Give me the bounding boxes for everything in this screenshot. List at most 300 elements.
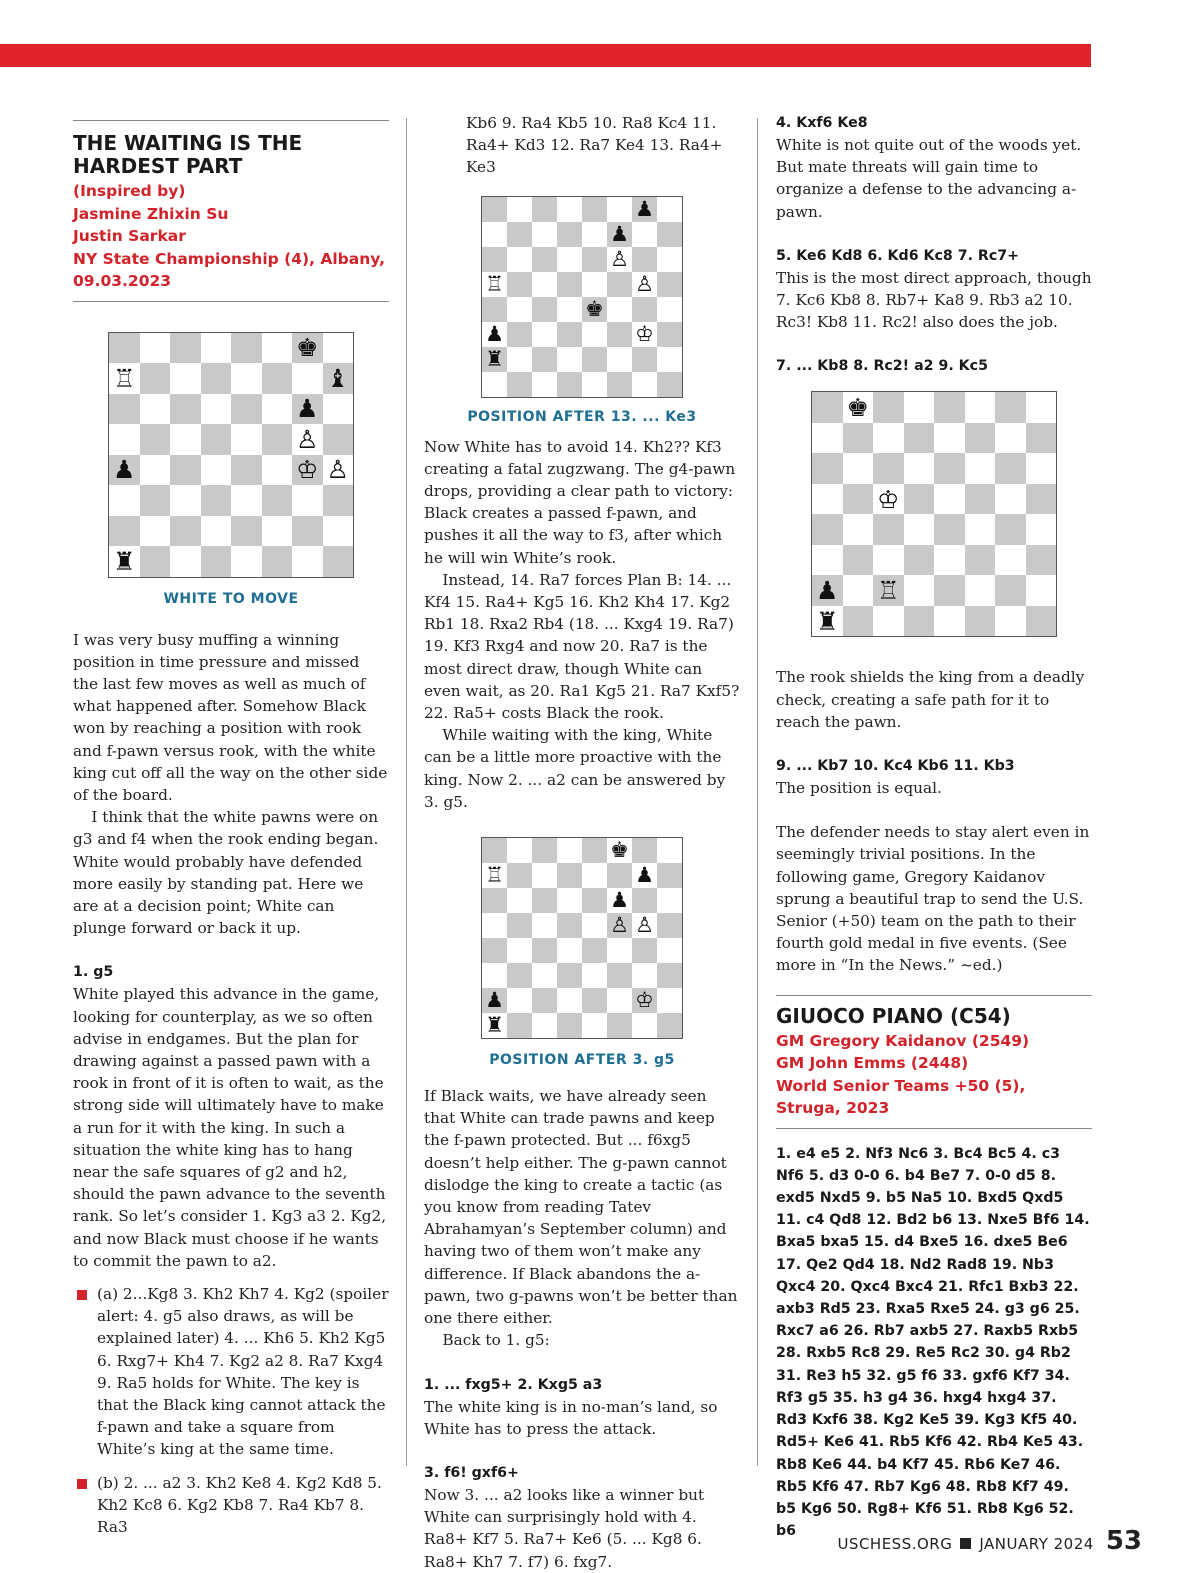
board-square-h5 [657,913,682,938]
board-square-g1 [632,1013,657,1038]
footer-issue: JANUARY 2024 [979,1535,1094,1553]
board-square-d2 [201,516,232,547]
board-square-g3 [632,963,657,988]
board-square-b7 [843,423,874,454]
board-square-c4 [532,297,557,322]
board-square-h5 [1026,484,1057,515]
board-square-d7 [557,863,582,888]
column-left [73,112,389,1538]
board-square-a7 [109,363,140,394]
chess-diagram-1 [108,332,354,578]
board-square-c1 [170,546,201,577]
board-square-g4 [632,297,657,322]
paragraph: Now 3. ... a2 looks like a winner but White can surprisingly hold with 4. Ra8+ Kf7 5. Ra7+ Ke6 (5. ... Kg8 6. Ra8+ Kh7 7. f7) 6. fxg7. [424,1485,705,1571]
board-square-a3 [482,322,507,347]
board-square-b5 [140,424,171,455]
board-square-b3 [507,322,532,347]
board-square-g6 [632,888,657,913]
paragraph: The position is equal. [776,779,942,798]
board-square-d4 [557,297,582,322]
chess-piece-icon: ♖ [113,363,136,393]
board-square-b5 [843,484,874,515]
board-square-g6 [995,453,1026,484]
board-square-b6 [507,888,532,913]
board-square-c8 [873,392,904,423]
board-square-c2 [873,575,904,606]
board-square-h2 [1026,575,1057,606]
board-square-d5 [904,484,935,515]
game-byline-black: GM John Emms (2448) [776,1054,969,1073]
board-square-g8 [632,197,657,222]
board-square-h8 [1026,392,1057,423]
board-square-g1 [292,546,323,577]
board-square-d8 [201,333,232,364]
board-square-b6 [843,453,874,484]
board-square-c3 [170,485,201,516]
paragraph: White is not quite out of the woods yet. But mate threats will gain time to organize a defense to the advancing a-pawn. [776,136,1082,221]
chess-piece-icon: ♟ [485,321,504,346]
game-byline-white: GM Gregory Kaidanov (2549) [776,1031,1030,1050]
board-square-c1 [873,606,904,637]
board-square-a6 [812,453,843,484]
board-square-b2 [507,347,532,372]
move-heading: 1. g5 [73,964,114,981]
board-square-h4 [657,938,682,963]
board-square-e5 [934,484,965,515]
diagram-caption: WHITE TO MOVE [163,590,299,607]
board-square-a6 [482,888,507,913]
chess-piece-icon: ♚ [585,296,604,321]
board-square-f7 [262,363,293,394]
move-heading: 7. ... Kb8 8. Rc2! a2 9. Kc5 [776,358,988,375]
board-square-e3 [934,545,965,576]
paragraph: The white king is in no-man’s land, so White has to press the attack. [424,1397,718,1438]
board-square-f7 [607,863,632,888]
board-square-h6 [1026,453,1057,484]
chess-piece-icon: ♙ [326,455,349,485]
chess-piece-icon: ♔ [296,455,319,485]
byline-player-black: Justin Sarkar [73,227,186,245]
board-square-d6 [557,888,582,913]
board-square-c7 [873,423,904,454]
board-square-f2 [607,347,632,372]
board-square-a5 [812,484,843,515]
board-square-f1 [965,606,996,637]
board-square-e2 [582,347,607,372]
board-square-e8 [934,392,965,423]
board-square-b1 [507,372,532,397]
byline-event: NY State Championship (4), Albany, 09.03.2023 [73,249,386,290]
section-rule [73,301,389,302]
paragraph: The rook shields the king from a deadly check, creating a safe path for it to reach the pawn. [776,668,1085,731]
board-square-c2 [170,516,201,547]
board-square-g8 [292,333,323,364]
board-square-c4 [170,455,201,486]
board-square-a4 [482,297,507,322]
board-square-a6 [482,247,507,272]
board-square-b2 [507,988,532,1013]
board-square-e3 [582,322,607,347]
board-square-f5 [607,913,632,938]
byline-inspired: (Inspired by) [73,182,186,200]
board-square-e1 [582,1013,607,1038]
board-square-d5 [201,424,232,455]
board-square-a5 [482,913,507,938]
board-square-a3 [812,545,843,576]
board-square-d3 [557,322,582,347]
board-square-d2 [904,575,935,606]
board-square-e2 [582,988,607,1013]
list-item [73,1472,389,1539]
board-square-d8 [557,197,582,222]
board-square-b1 [843,606,874,637]
board-square-g8 [995,392,1026,423]
board-square-f3 [965,545,996,576]
chess-piece-icon: ♙ [610,913,629,938]
board-square-d2 [557,347,582,372]
board-square-e5 [231,424,262,455]
board-square-c6 [170,394,201,425]
board-square-g7 [292,363,323,394]
chess-piece-icon: ♖ [485,271,504,296]
board-square-g3 [632,322,657,347]
board-square-g4 [632,938,657,963]
board-square-a2 [109,516,140,547]
board-square-e1 [231,546,262,577]
board-square-d7 [904,423,935,454]
board-square-f4 [607,938,632,963]
board-square-c3 [873,545,904,576]
board-square-e6 [934,453,965,484]
board-square-g1 [995,606,1026,637]
board-square-h2 [657,347,682,372]
board-square-c1 [532,372,557,397]
board-square-e7 [582,863,607,888]
board-square-c2 [532,347,557,372]
board-square-b8 [843,392,874,423]
chess-piece-icon: ♖ [485,863,504,888]
board-square-e8 [231,333,262,364]
board-square-a8 [482,197,507,222]
board-square-c6 [532,247,557,272]
board-square-b1 [507,1013,532,1038]
board-square-h6 [657,247,682,272]
board-square-g3 [995,545,1026,576]
board-square-h8 [657,838,682,863]
board-square-b8 [507,197,532,222]
board-square-h2 [657,988,682,1013]
board-square-e3 [582,963,607,988]
diagram-caption: POSITION AFTER 13. ... Ke3 [467,408,697,425]
board-square-f1 [607,372,632,397]
board-square-a5 [482,272,507,297]
board-square-h8 [657,197,682,222]
chess-piece-icon: ♙ [296,424,319,454]
board-square-e6 [582,888,607,913]
top-red-bar [0,44,1091,67]
board-square-h1 [657,1013,682,1038]
board-square-d4 [201,455,232,486]
board-square-c5 [170,424,201,455]
board-square-f5 [262,424,293,455]
board-square-a1 [482,1013,507,1038]
chess-piece-icon: ♜ [113,546,136,576]
board-square-f6 [607,888,632,913]
board-square-d1 [557,1013,582,1038]
variation-list [73,1283,389,1538]
board-square-h1 [1026,606,1057,637]
board-square-c7 [532,222,557,247]
paragraph: White played this advance in the game, looking for counterplay, as we so often advise in endgames. But the plan for drawing against a passed pawn with a rook in front of it is often to wait, as the strong side will ultimately have to make a run for it with the king. In such a situation the white king has to hang near the safe squares of g2 and h2, should the pawn advance to the seventh rank. So let’s consider 1. Kg3 a3 2. Kg2, and now Black must choose if he wants to commit the pawn to a2. [73,985,387,1270]
move-heading: 4. Kxf6 Ke8 [776,115,868,131]
board-square-f4 [965,514,996,545]
board-square-d6 [904,453,935,484]
board-square-a8 [812,392,843,423]
board-square-a2 [482,347,507,372]
board-square-g2 [995,575,1026,606]
board-square-g5 [632,272,657,297]
board-square-c5 [532,913,557,938]
board-square-b8 [507,838,532,863]
chess-piece-icon: ♔ [877,484,900,514]
chess-piece-icon: ♟ [635,863,654,888]
chess-piece-icon: ♖ [877,576,900,606]
board-square-d8 [557,838,582,863]
chess-piece-icon: ♟ [485,988,504,1013]
board-square-f5 [607,272,632,297]
board-square-c4 [873,514,904,545]
byline-player-white: Jasmine Zhixin Su [73,204,229,223]
board-square-d4 [904,514,935,545]
board-square-e4 [231,455,262,486]
board-square-c5 [532,272,557,297]
board-square-e4 [582,938,607,963]
board-square-a3 [482,963,507,988]
chess-piece-icon: ♚ [610,838,629,863]
board-square-g2 [632,347,657,372]
list-item [73,1283,389,1461]
chess-piece-icon: ♙ [635,913,654,938]
board-square-b4 [140,455,171,486]
board-square-b2 [140,516,171,547]
board-square-g4 [292,455,323,486]
board-square-a2 [812,575,843,606]
board-square-h1 [657,372,682,397]
board-square-g6 [632,247,657,272]
board-square-h3 [657,963,682,988]
board-square-h5 [657,272,682,297]
board-square-f2 [965,575,996,606]
board-square-d7 [557,222,582,247]
article-title: THE WAITING IS THE HARDEST PART [73,131,303,178]
chess-piece-icon: ♟ [113,455,136,485]
board-square-f3 [262,485,293,516]
board-square-d6 [201,394,232,425]
board-square-h2 [323,516,354,547]
board-square-d3 [904,545,935,576]
paragraph: Kb6 9. Ra4 Kb5 10. Ra8 Kc4 11. Ra4+ Kd3 12. Ra7 Ke4 13. Ra4+ Ke3 [466,114,723,177]
board-square-a6 [109,394,140,425]
board-square-a4 [109,455,140,486]
board-square-b2 [843,575,874,606]
board-square-b1 [140,546,171,577]
board-square-g5 [995,484,1026,515]
move-heading: 9. ... Kb7 10. Kc4 Kb6 11. Kb3 [776,758,1015,775]
board-square-h4 [323,455,354,486]
board-square-g6 [292,394,323,425]
board-square-g8 [632,838,657,863]
diagram-caption: POSITION AFTER 3. g5 [489,1052,675,1069]
board-square-f4 [607,297,632,322]
board-square-c6 [532,888,557,913]
board-square-b6 [507,247,532,272]
section-rule [73,120,389,121]
board-square-h3 [1026,545,1057,576]
board-square-e1 [934,606,965,637]
chess-piece-icon: ♚ [296,333,319,363]
board-square-e7 [231,363,262,394]
board-square-a7 [812,423,843,454]
chess-piece-icon: ♚ [846,393,869,423]
board-square-f6 [607,247,632,272]
variation-text: (b) 2. ... a2 3. Kh2 Ke8 4. Kg2 Kd8 5. Kh2 Kc8 6. Kg2 Kb8 7. Ra4 Kb7 8. Ra3 [97,1473,382,1537]
board-square-e7 [934,423,965,454]
board-square-f6 [262,394,293,425]
game-byline-event: World Senior Teams +50 (5), Struga, 2023 [776,1076,1026,1118]
board-square-g3 [292,485,323,516]
board-square-b8 [140,333,171,364]
chess-diagram-3 [481,837,683,1039]
board-square-c8 [532,838,557,863]
paragraph: The defender needs to stay alert even in seemingly trivial positions. In the following game, Gregory Kaidanov sprung a beautiful trap to send the U.S. Senior (+50) team on the path to their fourth gold medal in five events. (See more in “In the News.” ~ed.) [776,823,1090,975]
board-square-d3 [557,963,582,988]
board-square-b6 [140,394,171,425]
chess-piece-icon: ♟ [816,576,839,606]
board-square-h4 [657,297,682,322]
chess-piece-icon: ♜ [485,346,504,371]
chess-piece-icon: ♜ [485,1013,504,1038]
chess-piece-icon: ♟ [610,221,629,246]
paragraph: Back to 1. g5: [442,1331,550,1350]
paragraph: If Black waits, we have already seen that White can trade pawns and keep the f-pawn protected. But ... f6xg5 doesn’t help either. The g-pawn cannot dislodge the king to create a tactic (as you know from reading Tatev Abrahamyan’s September column) and having two of them won’t make any difference. If Black abandons the a-pawn, two g-pawns won’t be better than one there either. [424,1087,738,1328]
game-score: 1. e4 e5 2. Nf3 Nc6 3. Bc4 Bc5 4. c3 Nf6 5. d3 0-0 6. b4 Be7 7. 0-0 d5 8. exd5 Nxd5 9. b5 Na5 10. Bxd5 Qxd5 11. c4 Qd8 12. Bd2 b6 13. Nxe5 Bf6 14. Bxa5 bxa5 15. d4 Bxe5 16. dxe5 Be6 17. Qe2 Qd4 18. Nd2 Rad8 19. Nb3 Qxc4 20. Qxc4 Bxc4 21. Rfc1 Bxb3 22. axb3 Rd5 23. Rxa5 Rxe5 24. g3 g6 25. Rxc7 a6 26. Rb7 axb5 27. Raxb5 Rxb5 28. Rxb5 Rc8 29. Re5 Rc2 30. g4 Rb2 31. Re3 h5 32. g5 f6 33. gxf6 Kf7 34. Rf3 g5 35. h3 g4 36. hxg4 hxg4 37. Rd3 Kxf6 38. Kg2 Ke5 39. Kg3 Kf5 40. Rd5+ Ke6 41. Rb5 Kf6 42. Rb4 Ke5 43. Rb8 Ke6 44. b4 Kf7 45. Rb6 Ke7 46. Rb5 Kf6 47. Rb7 Kg6 48. Rb8 Kf7 49. b5 Kg6 50. Rg8+ Kf6 51. Rb8 Kg6 52. b6 [776,1145,1090,1540]
board-square-a7 [482,222,507,247]
board-square-b7 [507,863,532,888]
board-square-h5 [323,424,354,455]
board-square-e5 [582,272,607,297]
bullet-icon [77,1479,87,1489]
chess-piece-icon: ♙ [635,271,654,296]
chess-piece-icon: ♔ [635,988,654,1013]
move-heading: 1. ... fxg5+ 2. Kxg5 a3 [424,1376,603,1393]
board-square-a4 [812,514,843,545]
board-square-g2 [292,516,323,547]
paragraph: This is the most direct approach, though 7. Kc6 Kb8 8. Rb7+ Ka8 9. Rb3 a2 10. Rc3! Kb8 11. Rc2! also does the job. [776,268,1092,332]
board-square-h3 [323,485,354,516]
board-square-a7 [482,863,507,888]
board-square-h7 [657,863,682,888]
board-square-b3 [140,485,171,516]
bullet-icon [77,1290,87,1300]
board-square-f4 [262,455,293,486]
board-square-c1 [532,1013,557,1038]
board-square-b5 [507,272,532,297]
board-square-f8 [965,392,996,423]
board-square-a4 [482,938,507,963]
board-square-e1 [582,372,607,397]
board-square-f8 [607,838,632,863]
board-square-h7 [1026,423,1057,454]
paragraph: Instead, 14. Ra7 forces Plan B: 14. ... Kf4 15. Ra4+ Kg5 16. Kh2 Kh4 17. Kg2 Rb1 18. Rxa2 Rb4 (18. ... Kxg4 19. Ra7) 19. Kf3 Rxg4 and now 20. Ra7 is the most direct draw, though White can even wait, as 20. Ra1 Kg5 21. Ra7 Kxf5? 22. Ra5+ costs Black the rook. [424,570,740,723]
board-square-e6 [582,247,607,272]
footer-separator [960,1538,971,1549]
board-square-e6 [231,394,262,425]
board-square-c8 [170,333,201,364]
column-right [776,112,1092,1542]
paragraph: I was very busy muffing a winning position in time pressure and missed the last few moves as well as much of what happened after. Somehow Black won by reaching a position with rook and f-pawn versus rook, with the white king cut off all the way on the other side of the board. [73,630,388,804]
board-square-c3 [532,322,557,347]
board-square-d5 [557,913,582,938]
column-divider [406,118,407,1466]
board-square-d2 [557,988,582,1013]
board-square-f2 [607,988,632,1013]
board-square-b3 [843,545,874,576]
chess-piece-icon: ♝ [326,363,349,393]
paragraph: I think that the white pawns were on g3 and f4 when the rook ending began. White would probably have defended more easily by standing pat. Here we are at a decision point; White can plunge forward or back it up. [73,808,379,938]
board-square-f7 [965,423,996,454]
board-square-h4 [1026,514,1057,545]
chess-piece-icon: ♙ [610,246,629,271]
board-square-d1 [557,372,582,397]
board-square-b7 [140,363,171,394]
board-square-h6 [657,888,682,913]
board-square-f3 [607,963,632,988]
chess-diagram-4 [811,391,1057,637]
board-square-g7 [995,423,1026,454]
board-square-f7 [607,222,632,247]
board-square-c7 [170,363,201,394]
board-square-g2 [632,988,657,1013]
section-rule [776,1128,1092,1129]
board-square-e2 [231,516,262,547]
board-square-f8 [262,333,293,364]
page-footer [837,1526,1142,1556]
board-square-b4 [843,514,874,545]
board-square-e5 [582,913,607,938]
board-square-c7 [532,863,557,888]
paragraph: While waiting with the king, White can be a little more proactive with the king. Now 2. ... a2 can be answered by 3. g5. [424,726,726,811]
paragraph: Now White has to avoid 14. Kh2?? Kf3 creating a fatal zugzwang. The g4-pawn drops, providing a clear path to victory: Black creates a passed f-pawn, and pushes it all the way to f3, after which he will win White’s rook. [424,437,736,567]
board-square-h1 [323,546,354,577]
board-square-g5 [292,424,323,455]
variation-text: (a) 2...Kg8 3. Kh2 Kh7 4. Kg2 (spoiler alert: 4. g5 also draws, as will be explained later) 4. ... Kh6 5. Kh2 Kg5 6. Rxg7+ Kh4 7. Kg2 a2 8. Ra7 Kxg4 9. Ra5 holds for White. The key is that the Black king cannot attack the f-pawn and take a square from White’s king at the same time. [97,1284,389,1459]
board-square-h3 [657,322,682,347]
chess-piece-icon: ♟ [635,196,654,221]
board-square-a3 [109,485,140,516]
board-square-f3 [607,322,632,347]
chess-piece-icon: ♔ [635,321,654,346]
section-rule [776,995,1092,996]
board-square-d5 [557,272,582,297]
board-square-h6 [323,394,354,425]
board-square-c3 [532,963,557,988]
board-square-e8 [582,197,607,222]
board-square-a2 [482,988,507,1013]
chess-piece-icon: ♟ [296,394,319,424]
board-square-g7 [632,222,657,247]
board-square-g7 [632,863,657,888]
board-square-a1 [482,372,507,397]
